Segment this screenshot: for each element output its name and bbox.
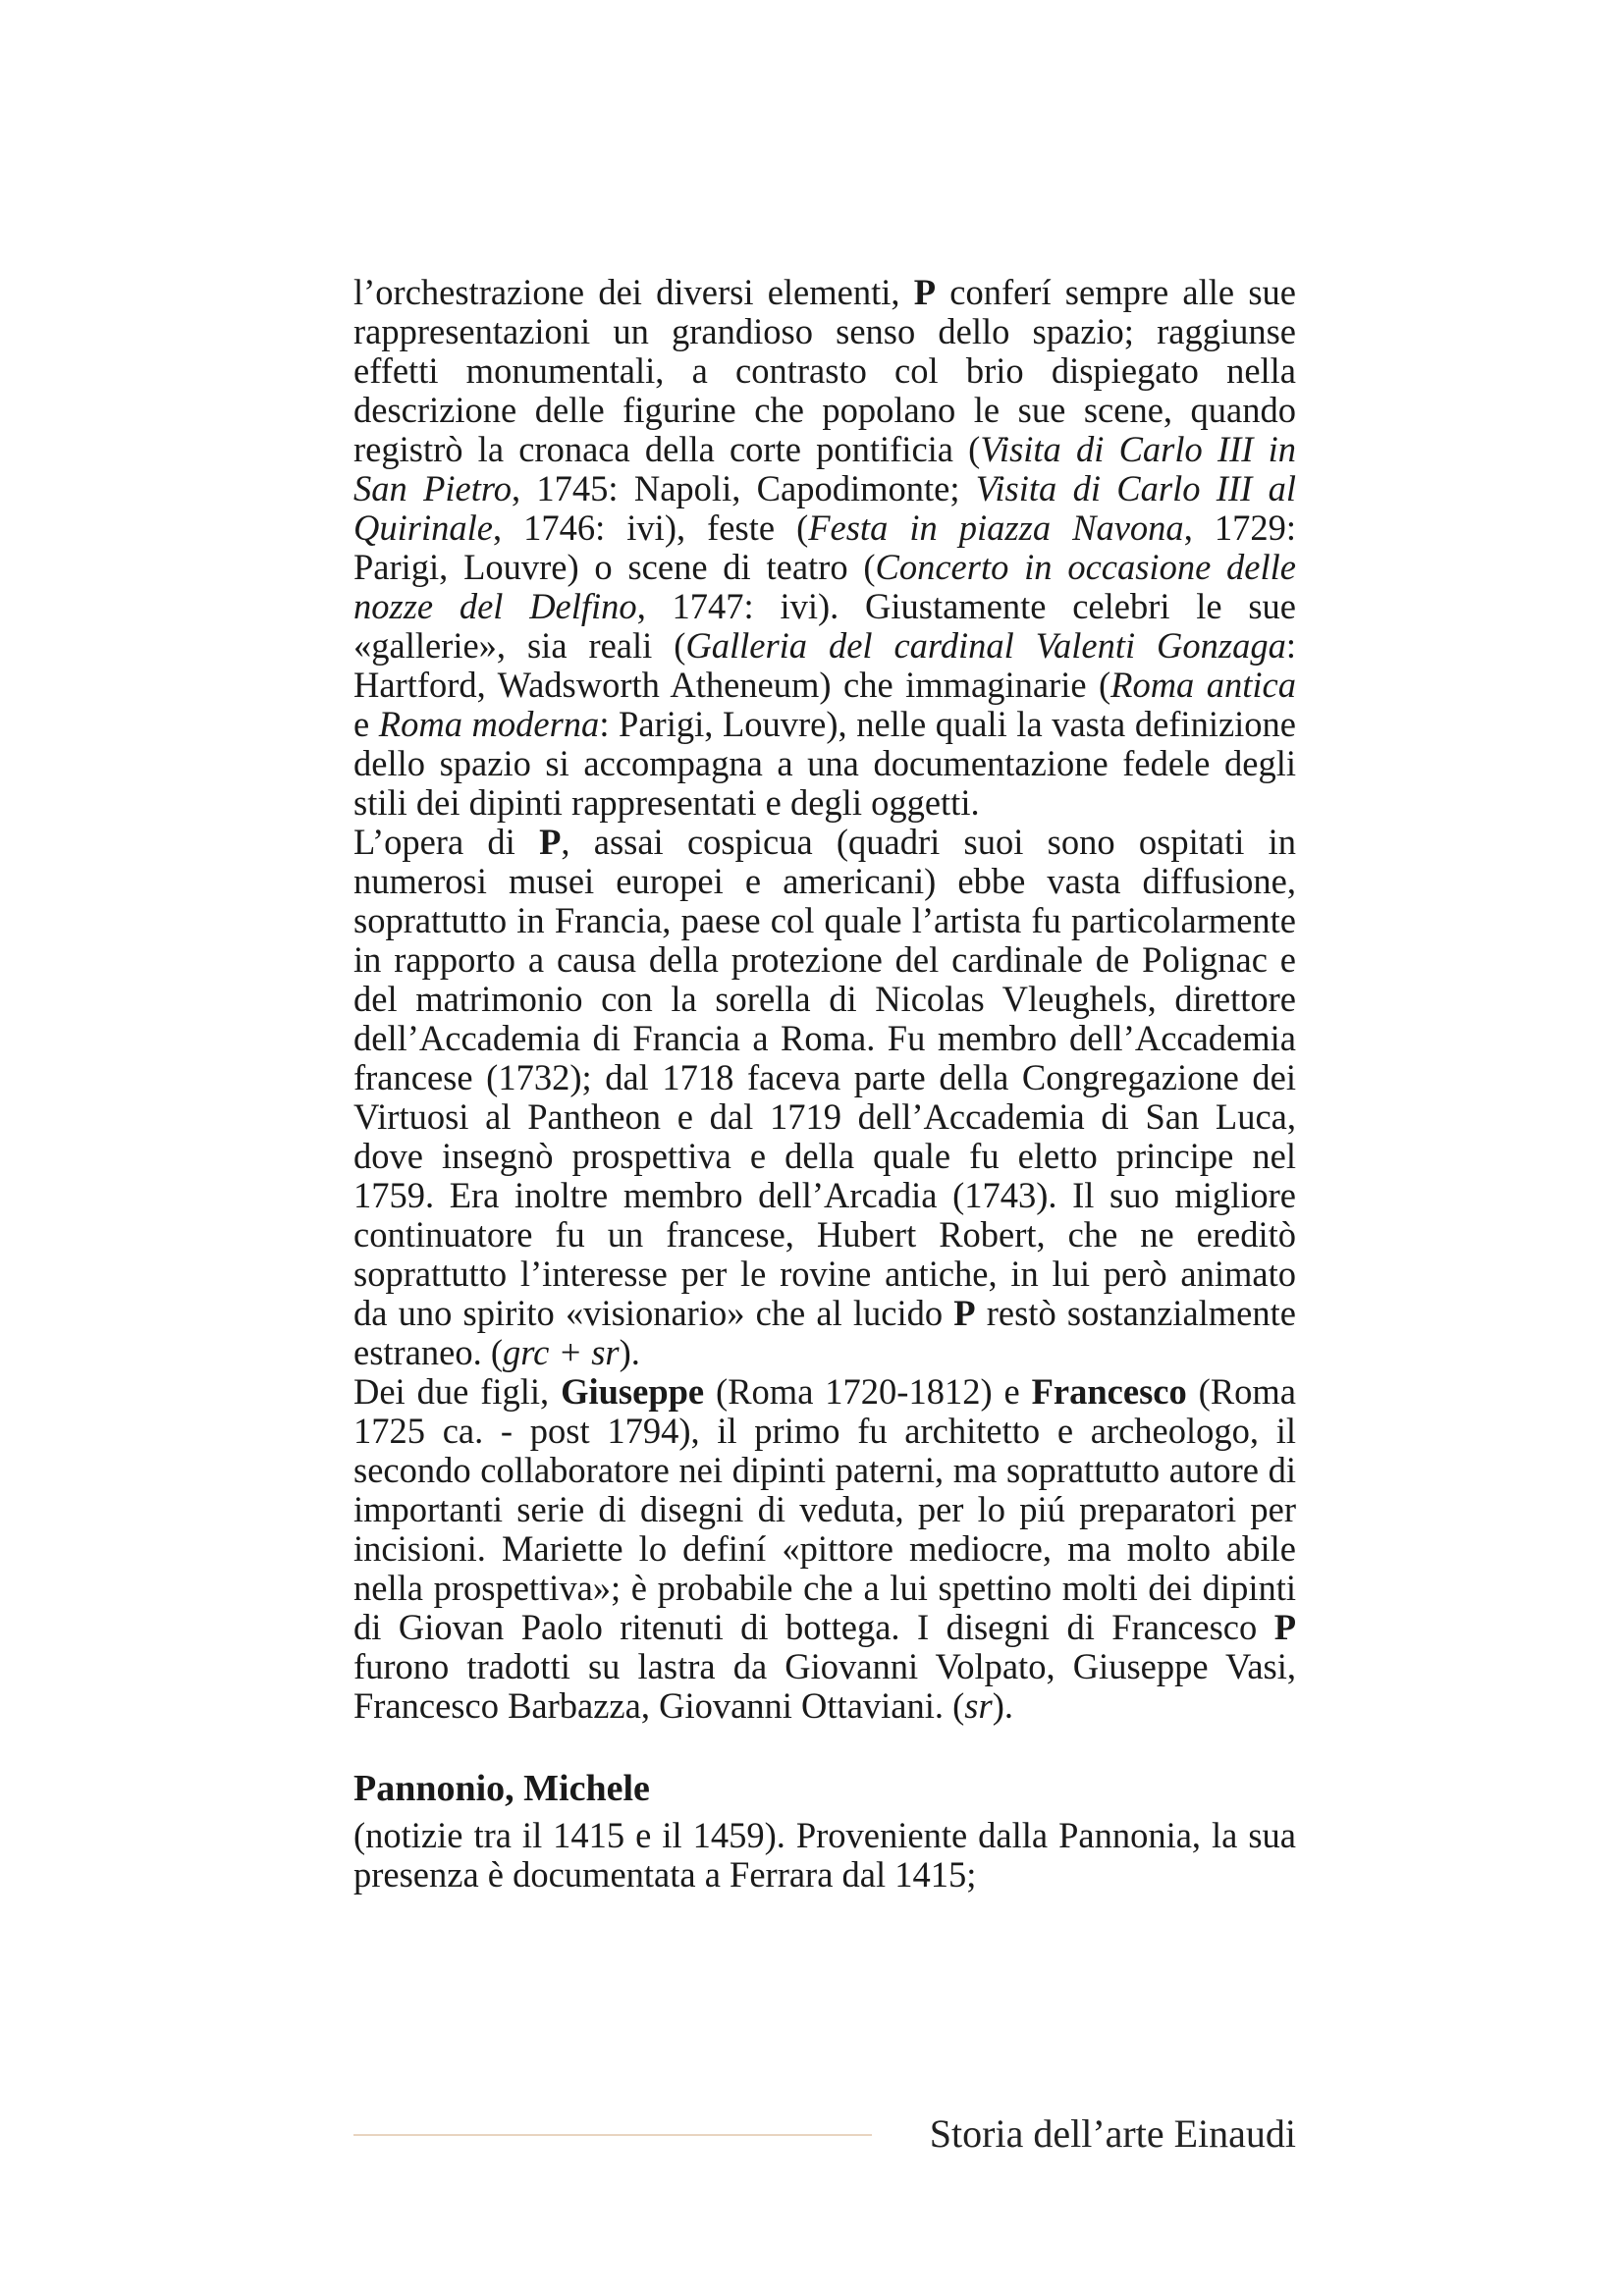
text-run: (Roma 1725 ca. - post 1794), il primo fu architetto e archeologo, il secondo collaboratore nei dipinti paterni, ma soprattutto autore di importanti serie di disegni di veduta, per lo piú preparatori per incisioni. Mariette lo definí «pittore mediocre, ma molto abile nella prospettiva»; è probabile che a lui spettino molti dei dipinti di Giovan Paolo ritenuti di bottega. I disegni di Francesco [353,1371,1297,1647]
text-run: conferí sempre alle sue rappresentazioni un grandioso senso dello spazio; raggiunse effetti monumentali, a contrasto col brio dispiegato nella descrizione delle figurine che popolano le sue scene, quando registrò la cronaca della corte pontificia ( [353,272,1296,469]
italic-run: Concerto in occasione delle nozze del Delfino [353,547,1296,626]
footer-divider [353,2134,872,2136]
paragraph [353,1372,1296,1726]
text-run: Dei due figli, [353,1371,562,1412]
footer-publication-title: Storia dell’arte Einaudi [929,2111,1296,2156]
entry-heading: Pannonio, Michele [353,1768,650,1809]
text-run: L’opera di [353,822,540,862]
italic-run: Visita di Carlo III in San Pietro [353,429,1297,508]
bold-run: Giuseppe [561,1371,705,1412]
text-run: restò sostanzialmente estraneo. ( [353,1293,1296,1372]
text-run: e [353,704,379,744]
entry-text: (notizie tra il 1415 e il 1459). Proveniente dalla Pannonia, la sua presenza è documentata a Ferrara dal 1415; [353,1815,1296,1895]
italic-run: Festa in piazza Navona [808,507,1184,548]
text-run: furono tradotti su lastra da Giovanni Volpato, Giuseppe Vasi, Francesco Barbazza, Giovanni Ottaviani. ( [353,1646,1296,1726]
text-run: l’orchestrazione dei diversi elementi, [353,272,914,312]
text-run: : Hartford, Wadsworth Atheneum) che immaginarie ( [353,625,1296,705]
text-run: , assai cospicua (quadri suoi sono ospitati in numerosi musei europei e americani) ebbe vasta diffusione, soprattutto in Francia, paese col quale l’artista fu particolarmente in rapporto a causa della protezione del cardinale de Polignac e del matrimonio con la sorella di Nicolas Vleughels, direttore dell’Accademia di Francia a Roma. Fu membro dell’Accademia francese (1732); dal 1718 faceva parte della Congregazione dei Virtuosi al Pantheon e dal 1719 dell’Accademia di San Luca, dove insegnò prospettiva e della quale fu eletto principe nel 1759. Era inoltre membro dell’Arcadia (1743). Il suo migliore continuatore fu un francese, Hubert Robert, che ne ereditò soprattutto l’interesse per le rovine antiche, in lui però animato da uno spirito «visionario» che al lucido [353,822,1296,1333]
bold-run: P [539,822,562,862]
italic-run: sr [964,1685,993,1726]
bold-run: P [913,272,937,312]
bold-run: Francesco [1031,1371,1187,1412]
text-run: , 1745: Napoli, Capodimonte; [511,468,976,508]
bold-run: P [953,1293,976,1333]
text-run: (Roma 1720-1812) e [704,1371,1032,1412]
text-run: , 1746: ivi), feste ( [492,507,809,548]
text-run: , 1729: Parigi, Louvre) o scene di teatro ( [353,507,1296,587]
italic-run: Roma moderna [378,704,600,744]
paragraph [353,823,1296,1372]
text-run: ). [619,1332,640,1372]
italic-run: grc + sr [503,1332,620,1372]
italic-run: Roma antica [1110,665,1296,705]
italic-run: Galleria del cardinal Valenti Gonzaga [685,625,1286,666]
italic-run: Visita di Carlo III al Quirinale [353,468,1296,548]
paragraph [353,273,1296,823]
text-run: , 1747: ivi). Giustamente celebri le sue «gallerie», sia reali ( [353,586,1297,666]
bold-run: P [1273,1607,1296,1647]
text-run: : Parigi, Louvre), nelle quali la vasta definizione dello spazio si accompagna a una documentazione fedele degli stili dei dipinti rappresentati e degli oggetti. [353,704,1296,823]
page-footer [353,2112,1296,2162]
text-run: ). [992,1685,1013,1726]
page-body [353,273,1296,1895]
